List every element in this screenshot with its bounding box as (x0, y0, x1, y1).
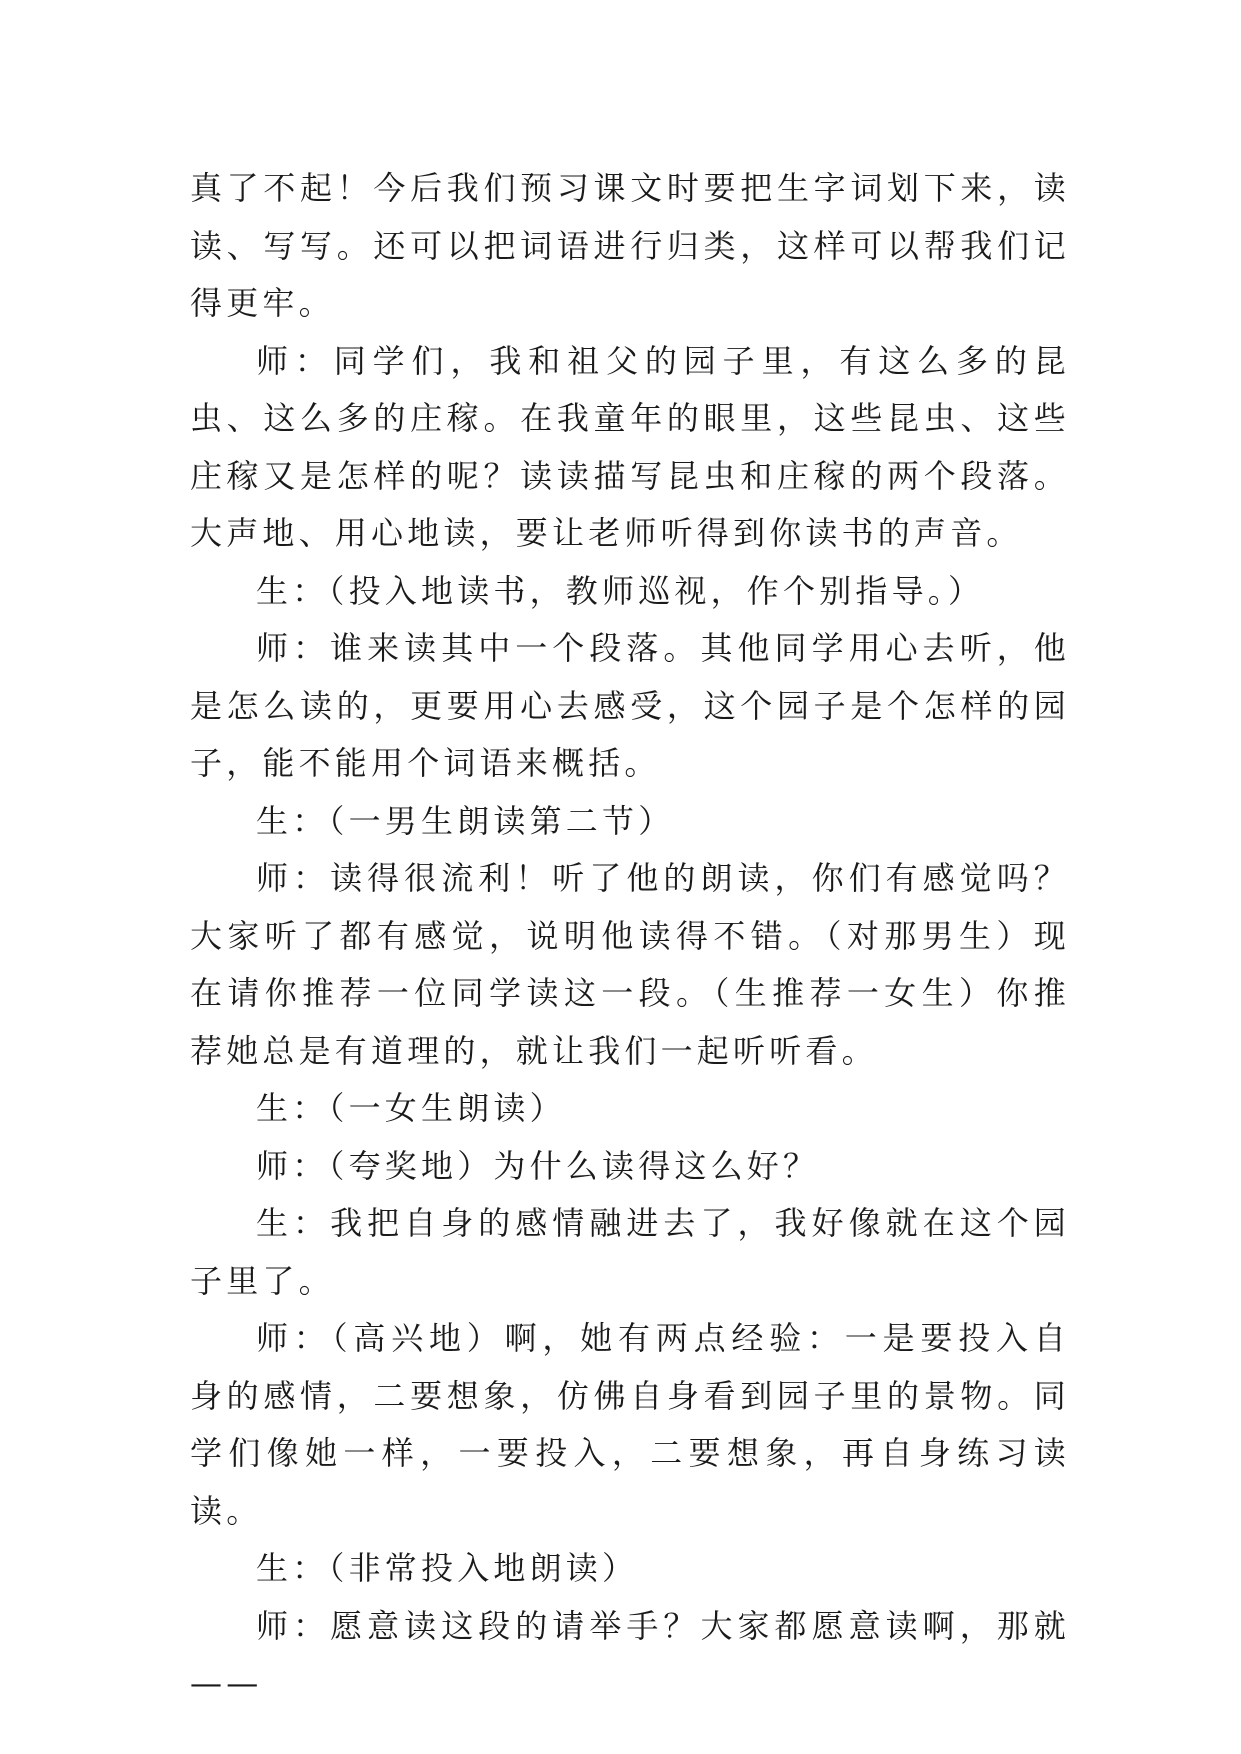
paragraph-continuation: 真了不起！今后我们预习课文时要把生字词划下来，读读、写写。还可以把词语进行归类，这样可以帮我们记得更牢。 (190, 169, 1070, 322)
paragraph-teacher-why: 师：（夸奖地）为什么读得这么好？ (256, 1146, 820, 1185)
paragraph-students-read: 生：（非常投入地朗读） (256, 1549, 639, 1587)
paragraph-teacher-praise: 师：读得很流利！听了他的朗读，你们有感觉吗？大家听了都有感觉，说明他读得不错。（对那男生）现在请你推荐一位同学读这一段。（生推荐一女生）你推荐她总是有道理的，就让我们一起听听看。 (190, 859, 1070, 1070)
paragraph-boy-reads: 生：（一男生朗读第二节） (256, 801, 675, 840)
paragraph-teacher-question: 师：谁来读其中一个段落。其他同学用心去听，他是怎么读的，更要用心去感受，这个园子是个怎样的园子，能不能用个词语来概括。 (190, 629, 1070, 782)
paragraph-teacher-intro: 师：同学们，我和祖父的园子里，有这么多的昆虫、这么多的庄稼。在我童年的眼里，这些昆虫、这些庄稼又是怎样的呢？读读描写昆虫和庄稼的两个段落。大声地、用心地读，要让老师听得到你读书的声音。 (190, 341, 1070, 552)
document-body (190, 160, 1070, 1713)
paragraph-student-answer: 生：我把自身的感情融进去了，我好像就在这个园子里了。 (190, 1204, 1070, 1300)
paragraph-teacher-closing: 师：愿意读这段的请举手？大家都愿意读啊，那就—— (190, 1606, 1070, 1702)
paragraph-teacher-experience: 师：（高兴地）啊，她有两点经验：一是要投入自身的感情，二要想象，仿佛自身看到园子里的景物。同学们像她一样，一要投入，二要想象，再自身练习读读。 (190, 1319, 1070, 1530)
paragraph-girl-reads: 生：（一女生朗读） (256, 1089, 566, 1127)
paragraph-student-reading: 生：（投入地读书，教师巡视，作个别指导。） (256, 571, 985, 610)
